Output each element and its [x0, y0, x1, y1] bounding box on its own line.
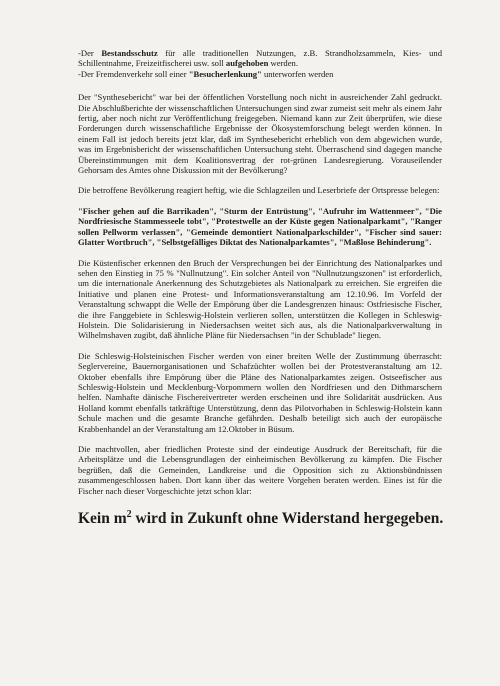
intro-item-fremdenverkehr — [78, 69, 442, 79]
intro-list — [78, 48, 442, 79]
intro-bold-text: "Besucherlenkung" — [188, 68, 262, 79]
headline-quotes: "Fischer gehen auf die Barrikaden", "Sturm der Entrüstung", "Aufruhr im Wattenmeer", "Die Nordfriesische Stammesseele tobt", "Protestwelle an der Küste gegen Nationalparkamt", "Ranger sollen Pellworm verlassen", "Gemeinde demontiert Nationalparkschilder", "Fischer sind sauer: Glatter Wortbruch", "Selbstgefälliges Diktat des Nationalparkamtes", "Maßlose Behinderung". — [78, 205, 442, 248]
intro-bold-text: Bestandsschutz — [101, 48, 158, 58]
closing-statement — [78, 510, 442, 528]
intro-text: -Der Fremdenverkehr soll einer — [78, 68, 189, 79]
closing-text: wird in Zukunft ohne Widerstand hergegeben. — [131, 510, 444, 528]
paragraph-synthesebericht: Der "Synthesebericht" war bei der öffentlichen Vorstellung noch nicht in ausreichender Zahl gedruckt. Die Abschlußberichte der wissenschaftlichen Untersuchungen sind zwar zumeist seit mehr als einem Jahr fertig, aber noch nicht zur Veröffentlichung freigegeben. Niemand kann zur Zeit überprüfen, wie diese Forderungen durch wissenschaftliche Ergebnisse der Ökosystemforschung belegt werden können. In einem Fall ist jedoch bereits jetzt klar, daß im Synthesebericht erheblich von dem abgewichen wurde, was im Ergebnisbericht der wissenschaftlichen Untersuchung steht. Überraschend sind dagegen manche Übereinstimmungen mit dem Koalitionsvertrag der rot-grünen Landesregierung. Vorauseilender Gehorsam des Amtes ohne Diskussion mit der Bevölkerung? — [78, 92, 442, 176]
intro-text: werden. — [268, 58, 298, 69]
intro-text: für alle traditionellen Nutzungen, z.B. Strandholzsammeln, Kies- und Schillentnahme, Freizeitfischerei usw. soll — [78, 48, 442, 69]
intro-bold-text: aufgehoben — [225, 58, 269, 69]
intro-text: -Der — [78, 48, 102, 58]
closing-superscript: 2 — [126, 509, 132, 521]
paragraph-kuestenfischer: Die Küstenfischer erkennen den Bruch der Versprechungen bei der Einrichtung des Nationalparkes und sehen den Einstieg in 75 % "Nullnutzung". Ein solcher Anteil von "Nullnutzungszonen" ist erforderlich, um die internationale Anerkennung des Schutzgebietes als Nationalpark zu erreichen. Sie ergreifen die Initiative und planen eine Protest- und Informationsveranstaltung am 12.10.96. Im Vorfeld der Veranstaltung schwappt die Welle der Empörung über die Landesgrenzen hinaus: Ostfriesische Fischer, die ihre Fanggebiete in Schleswig-Holstein verlieren sollen, unterstützen die Kollegen in Schleswig-Holstein. Die Solidarisierung in Niedersachsen weitet sich aus, als die Nationalparkverwaltung in Wilhelmshaven zugibt, daß ähnliche Pläne für Niedersachsen "in der Schublade" liegen. — [78, 257, 442, 341]
intro-item-bestandsschutz — [78, 48, 442, 69]
paragraph-schleswig-holstein-fischer: Die Schleswig-Holsteinischen Fischer werden von einer breiten Welle der Zustimmung überrascht: Seglervereine, Bauernorganisationen und Schafzüchter wollen bei der Protestveranstaltung am 12. Oktober ebenfalls ihre Empörung über die Pläne des Nationalparkamtes zeigen. Ostseefischer aus Schleswig-Holstein und Mecklenburg-Vorpommern wollen den Nordfriesen und den Dithmarschern helfen. Namhafte dänische Fischereivertreter werden erscheinen und ihre Solidarität ausdrücken. Aus Holland kommt ebenfalls tatkräftige Unterstützung, denn das Pilotvorhaben in Schleswig-Holstein kann Schule machen und die gesamte Branche gefährden. Deshalb beteiligt sich auch der europäische Krabbenhandel an der Veranstaltung am 12.Oktober in Büsum. — [78, 350, 442, 434]
closing-text: Kein m — [78, 510, 127, 528]
paragraph-bevoelkerung: Die betroffene Bevölkerung reagiert heftig, wie die Schlagzeilen und Leserbriefe der Ortspresse belegen: — [78, 185, 440, 196]
intro-text: unterworfen werden — [261, 68, 334, 79]
paragraph-proteste: Die machtvollen, aber friedlichen Proteste sind der eindeutige Ausdruck der Bereitschaft, für die Arbeitsplätze und die Lebensgrundlagen der einheimischen Bevölkerung zu kämpfen. Die Fischer begrüßen, daß die Gemeinden, Landkreise und die Opposition sich zu Aktionsbündnissen zusammengeschlossen haben. Dort kann über das weitere Vorgehen beraten werden. Eines ist für die Fischer nach dieser Vorgeschichte jetzt schon klar: — [78, 444, 442, 496]
